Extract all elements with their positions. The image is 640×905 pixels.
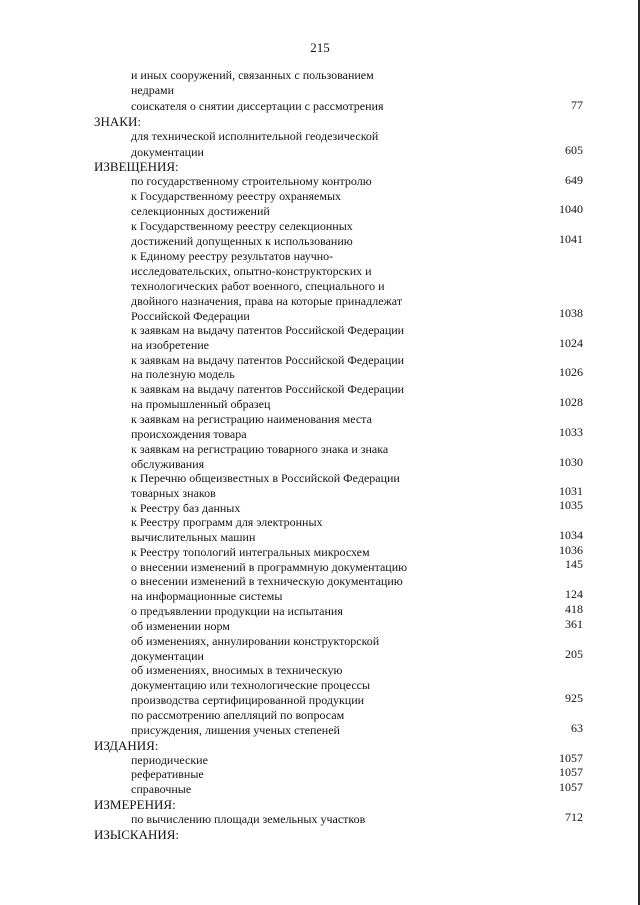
entry-line: к Государственному реестру охраняемых [131,189,342,203]
entry-line: об изменениях, аннулировании конструкторской [131,634,380,648]
page-ref: 1041 [559,232,583,246]
entry-line: селекционных достижений [131,204,270,218]
entry-line: документацию или технологические процессы [131,678,371,692]
page-ref: 1033 [559,425,583,439]
page-ref: 418 [565,602,583,616]
entry-line: недрами [131,83,175,97]
page-ref: 925 [565,691,583,705]
entry-line: документации [131,649,204,663]
entry-line: вычислительных машин [131,530,256,544]
entry-line: товарных знаков [131,486,216,500]
page-ref: 63 [571,721,583,735]
entry-line: исследовательских, опытно-конструкторских и [131,264,372,278]
entry-line: достижений допущенных к использованию [131,234,353,248]
entry-line: на информационные системы [131,589,283,603]
page-ref: 649 [565,173,583,187]
entry-line: об изменении норм [131,619,230,633]
entry-line: к Государственному реестру селекционных [131,219,353,233]
entry-line: к Реестру программ для электронных [131,515,323,529]
section-heading: ЗНАКИ: [94,114,141,129]
entry-line: по государственному строительному контролю [131,174,372,188]
page-ref: 712 [565,810,583,824]
entry-line: к Перечню общеизвестных в Российской Федерации [131,471,400,485]
section-heading: ИЗВЕЩЕНИЯ: [94,159,179,174]
page-ref: 1028 [559,395,583,409]
entry-line: справочные [131,782,192,796]
entry-line: к Реестру топологий интегральных микросхем [131,545,370,559]
entry-line: обслуживания [131,457,205,471]
section-heading: ИЗДАНИЯ: [94,738,159,753]
page-ref: 1057 [559,751,583,765]
entry-line: к заявкам на регистрацию наименования места [131,412,372,426]
entry-line: на промышленный образец [131,397,271,411]
entry-line: для технической исполнительной геодезической [131,129,379,143]
section-heading: ИЗМЕРЕНИЯ: [94,797,176,812]
page-ref: 1024 [559,336,583,350]
page-ref: 1035 [559,498,583,512]
page-ref: 1057 [559,765,583,779]
entry-line: об изменениях, вносимых в техническую [131,663,343,677]
entry-line: на полезную модель [131,367,235,381]
entry-line: реферативные [131,767,204,781]
entry-line: о внесении изменений в программную документацию [131,560,408,574]
entry-line: Российской Федерации [131,309,250,323]
entry-line: к заявкам на регистрацию товарного знака и знака [131,442,389,456]
entry-line: двойного назначения, права на которые принадлежат [131,294,403,308]
entry-line: производства сертифицированной продукции [131,693,365,707]
entry-line: и иных сооружений, связанных с пользованием [131,68,374,82]
entry-line: к Единому реестру результатов научно- [131,249,334,263]
entry-line: периодические [131,753,208,767]
page-ref: 1026 [559,365,583,379]
entry-line: к Реестру баз данных [131,501,241,515]
entry-line: технологических работ военного, специального и [131,279,385,293]
section-heading: ИЗЫСКАНИЯ: [94,827,180,842]
entry-line: к заявкам на выдачу патентов Российской Федерации [131,323,405,337]
entry-line: по рассмотрению апелляций по вопросам [131,708,345,722]
entry-line: к заявкам на выдачу патентов Российской Федерации [131,353,405,367]
entry-line: к заявкам на выдачу патентов Российской Федерации [131,382,405,396]
page-ref: 1036 [559,543,583,557]
page-ref: 124 [565,587,583,601]
page-ref: 1057 [559,780,583,794]
page-ref: 145 [565,557,583,571]
page-ref: 1030 [559,455,583,469]
page-ref: 205 [565,647,583,661]
page-number: 215 [310,40,330,55]
entry-line: по вычислению площади земельных участков [131,812,366,826]
entry-line: о предъявлении продукции на испытания [131,604,343,618]
page-ref: 361 [565,617,583,631]
entry-line: о внесении изменений в техническую документацию [131,574,403,588]
entry-line: соискателя о снятии диссертации с рассмотрения [131,99,384,113]
page-ref: 1040 [559,202,583,216]
page-ref: 1038 [559,306,583,320]
page-ref: 1031 [559,484,583,498]
entry-line: происхождения товара [131,427,247,441]
page-ref: 605 [565,143,583,157]
entry-line: документации [131,145,204,159]
entry-line: присуждения, лишения ученых степеней [131,723,340,737]
page-ref: 1034 [559,528,583,542]
page-ref: 77 [571,98,583,112]
entry-line: на изобретение [131,338,210,352]
